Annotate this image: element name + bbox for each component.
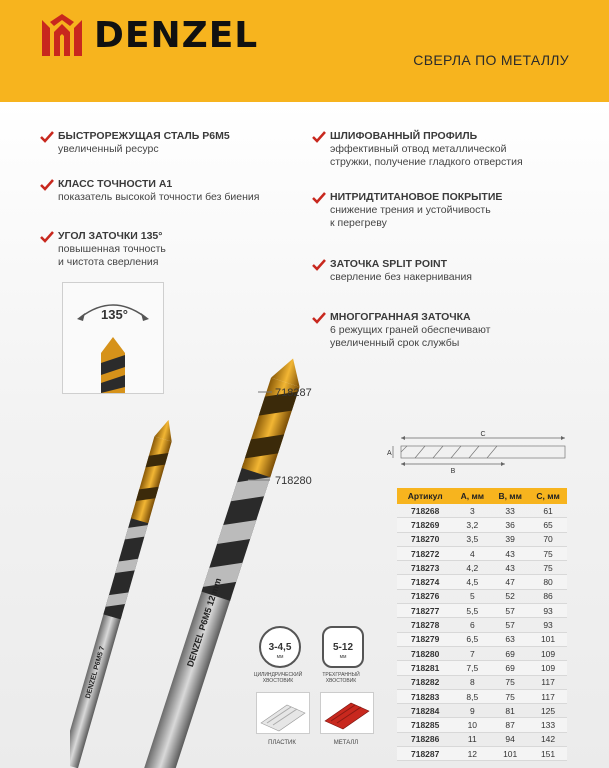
table-body [397,504,567,761]
table-cell: 52 [491,589,529,603]
table-cell: 33 [491,504,529,518]
metal-material-image [320,692,374,734]
table-cell: 39 [491,532,529,546]
table-cell: 7,5 [453,661,491,675]
hex-shank-unit: мм [339,654,347,660]
check-icon [40,231,54,243]
col-c: C, мм [529,488,567,504]
feature-multi-facet [312,311,572,350]
table-cell: 75 [491,689,529,703]
table-cell: 3 [453,504,491,518]
table-cell: 4 [453,546,491,560]
feature-accuracy [40,178,300,204]
hex-shank-value: 5-12 [332,641,353,653]
table-cell: 4,5 [453,575,491,589]
table-row [397,589,567,603]
plastic-sheet-icon [257,693,309,733]
table-row [397,718,567,732]
table-cell: 4,2 [453,561,491,575]
feature-desc: показатель высокой точности без биения [58,191,260,203]
check-icon [40,179,54,191]
table-cell: 718282 [397,675,453,689]
col-article: Артикул [397,488,453,504]
table-row [397,732,567,746]
table-cell: 125 [529,704,567,718]
feature-title: МНОГОГРАННАЯ ЗАТОЧКА [330,311,471,323]
small-drill [70,417,177,768]
metal-caption: МЕТАЛЛ [333,740,359,746]
feature-title: ШЛИФОВАННЫЙ ПРОФИЛЬ [330,130,478,142]
table-row [397,675,567,689]
table-cell: 47 [491,575,529,589]
feature-title: КЛАСС ТОЧНОСТИ А1 [58,178,173,190]
table-cell: 718281 [397,661,453,675]
table-cell: 6,5 [453,632,491,646]
table-cell: 8 [453,675,491,689]
check-icon [312,131,326,143]
table-cell: 75 [529,561,567,575]
table-cell: 718268 [397,504,453,518]
table-cell: 12 [453,747,491,761]
table-cell: 718277 [397,604,453,618]
col-b: B, мм [491,488,529,504]
table-cell: 93 [529,604,567,618]
dimension-diagram [385,428,575,474]
round-shank-unit: мм [276,654,284,660]
table-cell: 63 [491,632,529,646]
table-cell: 57 [491,618,529,632]
dim-a-label: A [387,450,392,457]
table-cell: 80 [529,575,567,589]
feature-desc: увеличенный ресурс [58,143,159,155]
table-cell: 57 [491,604,529,618]
table-row [397,575,567,589]
table-header-row [397,488,567,504]
table-cell: 9 [453,704,491,718]
feature-coating [312,191,572,230]
spec-table [397,488,567,761]
table-row [397,704,567,718]
table-cell: 43 [491,546,529,560]
table-row [397,504,567,518]
table-cell: 8,5 [453,689,491,703]
feature-title: УГОЛ ЗАТОЧКИ 135° [58,230,163,242]
table-cell: 6 [453,618,491,632]
table-cell: 75 [529,546,567,560]
plastic-caption: ПЛАСТИК [268,740,296,746]
category-title: СВЕРЛА ПО МЕТАЛЛУ [413,52,569,68]
table-cell: 718278 [397,618,453,632]
table-cell: 718274 [397,575,453,589]
table-row [397,561,567,575]
table-row [397,661,567,675]
table-cell: 43 [491,561,529,575]
table-cell: 718283 [397,689,453,703]
header-banner [0,0,609,102]
table-row [397,747,567,761]
small-drill-label: 718280 [275,475,312,487]
table-cell: 718279 [397,632,453,646]
table-cell: 109 [529,646,567,660]
feature-profile [312,130,572,169]
feature-title: ЗАТОЧКА SPLIT POINT [330,258,447,270]
table-cell: 101 [491,747,529,761]
table-cell: 718287 [397,747,453,761]
feature-title: НИТРИДТИТАНОВОЕ ПОКРЫТИЕ [330,191,503,203]
table-cell: 718286 [397,732,453,746]
feature-title: БЫСТРОРЕЖУЩАЯ СТАЛЬ Р6М5 [58,130,230,142]
table-cell: 101 [529,632,567,646]
table-row [397,646,567,660]
table-cell: 7 [453,646,491,660]
brand-name: DENZEL [94,15,259,56]
table-cell: 133 [529,718,567,732]
table-cell: 86 [529,589,567,603]
table-cell: 718285 [397,718,453,732]
table-cell: 718280 [397,646,453,660]
round-shank-caption: ЦИЛИНДРИЧЕСКИЙ ХВОСТОВИК [253,672,303,684]
table-cell: 718284 [397,704,453,718]
table-row [397,604,567,618]
table-cell: 94 [491,732,529,746]
table-cell: 5 [453,589,491,603]
table-cell: 81 [491,704,529,718]
metal-sheet-icon [321,693,373,733]
table-row [397,689,567,703]
angle-value: 135° [101,307,128,322]
feature-desc: снижение трения и устойчивость к перегреву [330,204,491,229]
check-icon [312,312,326,324]
table-cell: 10 [453,718,491,732]
dim-c-label: C [480,431,486,438]
feature-desc: повышенная точность и чистота сверления [58,243,166,268]
large-shank-marking: DENZEL P6M5 12 mm [185,576,224,669]
feature-desc: 6 режущих граней обеспечивают увеличенный срок службы [330,324,491,349]
table-row [397,518,567,532]
table-cell: 61 [529,504,567,518]
hex-shank-badge [322,626,364,668]
table-cell: 70 [529,532,567,546]
table-cell: 718272 [397,546,453,560]
dim-b-label: B [450,468,456,474]
round-shank-value: 3-4,5 [268,641,292,653]
table-cell: 11 [453,732,491,746]
table-cell: 5,5 [453,604,491,618]
table-cell: 109 [529,661,567,675]
table-cell: 718270 [397,532,453,546]
table-row [397,632,567,646]
check-icon [312,259,326,271]
table-cell: 3,5 [453,532,491,546]
table-row [397,618,567,632]
plastic-material-image [256,692,310,734]
table-cell: 75 [491,675,529,689]
table-cell: 36 [491,518,529,532]
feature-angle [40,230,300,269]
table-cell: 718269 [397,518,453,532]
table-cell: 151 [529,747,567,761]
table-cell: 117 [529,689,567,703]
check-icon [40,131,54,143]
round-shank-badge [259,626,301,668]
table-cell: 93 [529,618,567,632]
col-a: A, мм [453,488,491,504]
table-cell: 65 [529,518,567,532]
table-cell: 718276 [397,589,453,603]
feature-desc: эффективный отвод металлической стружки, получение гладкого отверстия [330,143,523,168]
small-shank-marking: DENZEL P6M5 7 [84,645,107,700]
feature-split-point [312,258,572,284]
table-cell: 3,2 [453,518,491,532]
table-cell: 142 [529,732,567,746]
feature-desc: сверление без накернивания [330,271,472,283]
table-row [397,532,567,546]
table-cell: 87 [491,718,529,732]
feature-steel [40,130,300,156]
table-cell: 69 [491,646,529,660]
check-icon [312,192,326,204]
table-cell: 69 [491,661,529,675]
brand-logo-icon [40,14,84,58]
table-row [397,546,567,560]
large-drill-label: 718287 [275,387,312,399]
hex-shank-caption: ТРЕХГРАННЫЙ ХВОСТОВИК [322,672,360,684]
table-cell: 718273 [397,561,453,575]
table-cell: 117 [529,675,567,689]
